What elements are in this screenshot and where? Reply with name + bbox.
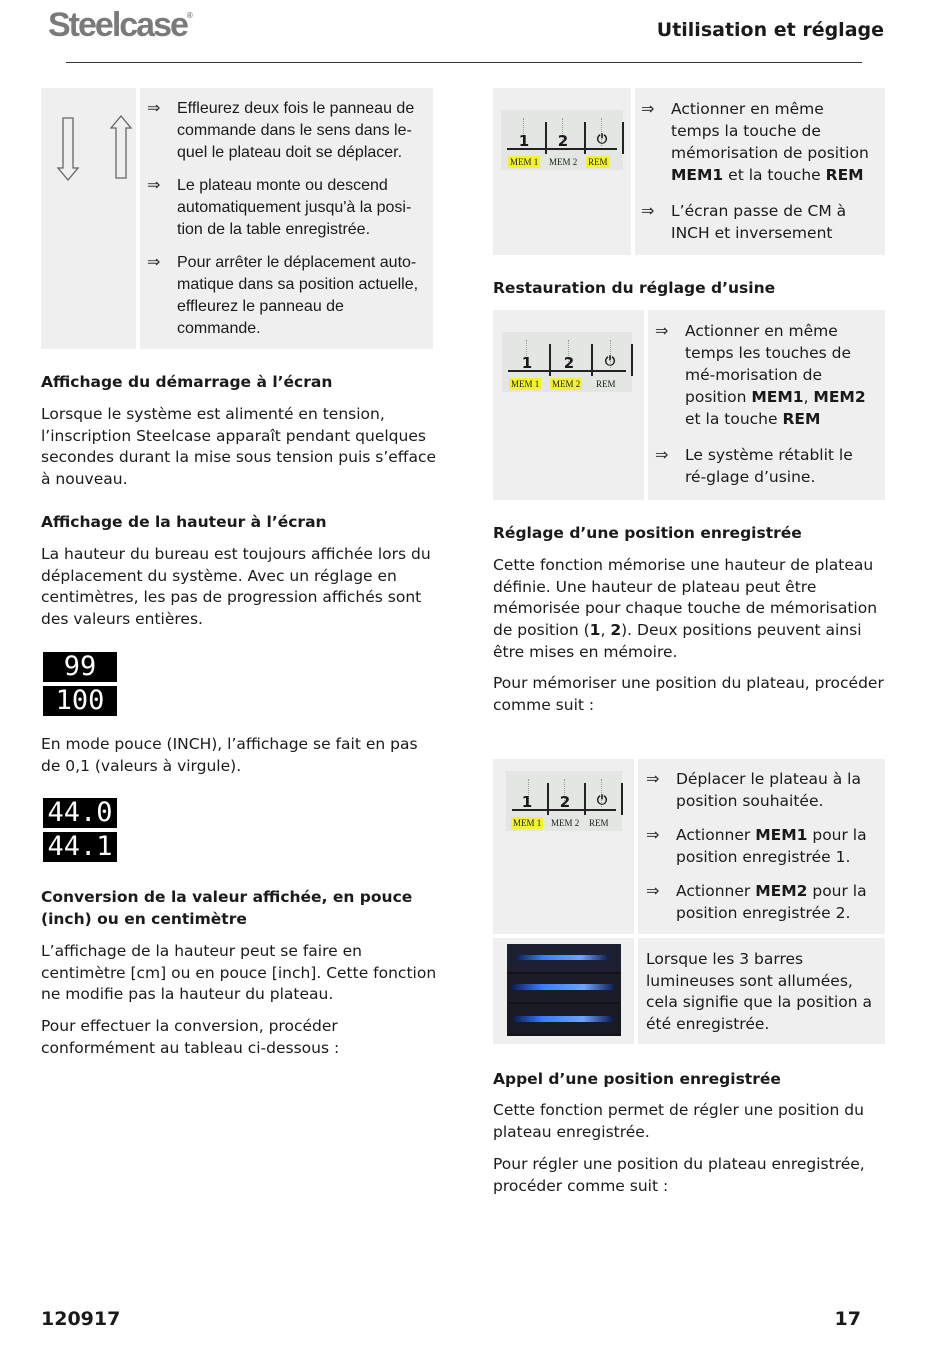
page-title: Utilisation et réglage	[656, 19, 884, 41]
page-number: 17	[834, 1308, 861, 1330]
bullet-arrow-icon: ⇒	[646, 881, 660, 900]
bullet-arrow-icon: ⇒	[641, 99, 655, 118]
header-divider	[66, 62, 862, 63]
paragraph: Pour effectuer la conversion, procéder conformément au tableau ci-dessous :	[41, 1017, 340, 1057]
bullet-arrow-icon: ⇒	[646, 769, 660, 788]
paragraph: Pour régler une position du plateau enregistrée, procéder comme suit :	[493, 1155, 865, 1195]
bullet-arrow-icon: ⇒	[655, 445, 669, 464]
section-heading: Conversion de la valeur affichée, en pouce (inch) ou en centimètre	[41, 888, 413, 928]
section-heading: Restauration du réglage d’usine	[493, 279, 776, 297]
led-bars-photo	[493, 938, 634, 1044]
section-heading: Appel d’une position enregistrée	[493, 1070, 781, 1088]
steelcase-logo: Steelcase®	[48, 6, 193, 44]
mem2-key: 2	[557, 132, 569, 150]
section-heading: Réglage d’une position enregistrée	[493, 524, 802, 542]
arrows-figure-cell	[41, 88, 136, 349]
mem1-label: MEM 1	[511, 379, 540, 389]
section-heading: Affichage de la hauteur à l’écran	[41, 513, 327, 531]
paragraph: Lorsque les 3 barres lumineuses sont allumées, cela signifie que la position a été enregistrée.	[646, 950, 873, 1034]
height-display-inch-2: 44.1	[43, 832, 117, 862]
arrows-figure	[41, 88, 136, 349]
mem2-label: MEM 2	[549, 157, 578, 167]
power-icon: ⏻	[596, 793, 608, 808]
keypad	[501, 110, 623, 170]
power-icon: ⏻	[604, 354, 616, 369]
height-display-cm-2: 100	[43, 686, 117, 716]
bullet-arrow-icon: ⇒	[646, 825, 660, 844]
bullet-arrow-icon: ⇒	[147, 100, 161, 117]
arrow-up-icon	[111, 116, 131, 178]
bullet-arrow-icon: ⇒	[655, 321, 669, 340]
paragraph: Cette fonction mémorise une hauteur de plateau définie. Une hauteur de plateau peut être mémorisée pour chaque touche de mémorisation de position (1, 2). Deux positions peuvent ainsi être mises en mémoire.	[493, 556, 878, 661]
paragraph: La hauteur du bureau est toujours affichée lors du déplacement du système. Avec un réglage en centimètres, les pas de progression affichés sont des valeurs entières.	[41, 545, 431, 629]
paragraph: Lorsque le système est alimenté en tension, l’inscription Steelcase apparaît pendant quelques secondes durant la mise sous tension puis s’efface à nouveau.	[41, 405, 437, 489]
mem2-label: MEM 2	[551, 818, 580, 828]
paragraph: Cette fonction permet de régler une position du plateau enregistrée.	[493, 1101, 864, 1141]
rem-label: REM	[589, 818, 609, 828]
rem-label: REM	[596, 379, 616, 389]
mem1-key: 1	[521, 793, 533, 811]
bullet-arrow-icon: ⇒	[147, 254, 161, 271]
document-number: 120917	[41, 1308, 121, 1330]
bullet-arrow-icon: ⇒	[147, 177, 161, 194]
mem2-key: 2	[563, 354, 575, 372]
led-figure-cell	[493, 938, 634, 1044]
paragraph: Pour mémoriser une position du plateau, procéder comme suit :	[493, 674, 884, 714]
mem1-key: 1	[518, 132, 530, 150]
mem2-key: 2	[559, 793, 571, 811]
height-display-inch-1: 44.0	[43, 798, 117, 828]
rem-label: REM	[588, 157, 608, 167]
keypad-figure-cell	[493, 759, 634, 934]
section-heading: Affichage du démarrage à l’écran	[41, 373, 333, 391]
power-icon: ⏻	[596, 132, 608, 147]
arrow-down-icon	[58, 118, 78, 180]
mem2-label: MEM 2	[552, 379, 581, 389]
mem1-key: 1	[521, 354, 533, 372]
paragraph: En mode pouce (INCH), l’affichage se fait en pas de 0,1 (valeurs à virgule).	[41, 735, 418, 775]
paragraph: L’affichage de la hauteur peut se faire en centimètre [cm] ou en pouce [inch]. Cette fonction ne modifie pas la hauteur du plateau.	[41, 942, 437, 1004]
keypad	[506, 771, 622, 831]
height-display-cm-1: 99	[43, 652, 117, 682]
mem1-label: MEM 1	[513, 818, 542, 828]
bullet-arrow-icon: ⇒	[641, 201, 655, 220]
keypad	[502, 332, 632, 392]
keypad-figure-cell	[493, 310, 644, 500]
keypad-figure-cell	[493, 88, 631, 255]
mem1-label: MEM 1	[510, 157, 539, 167]
